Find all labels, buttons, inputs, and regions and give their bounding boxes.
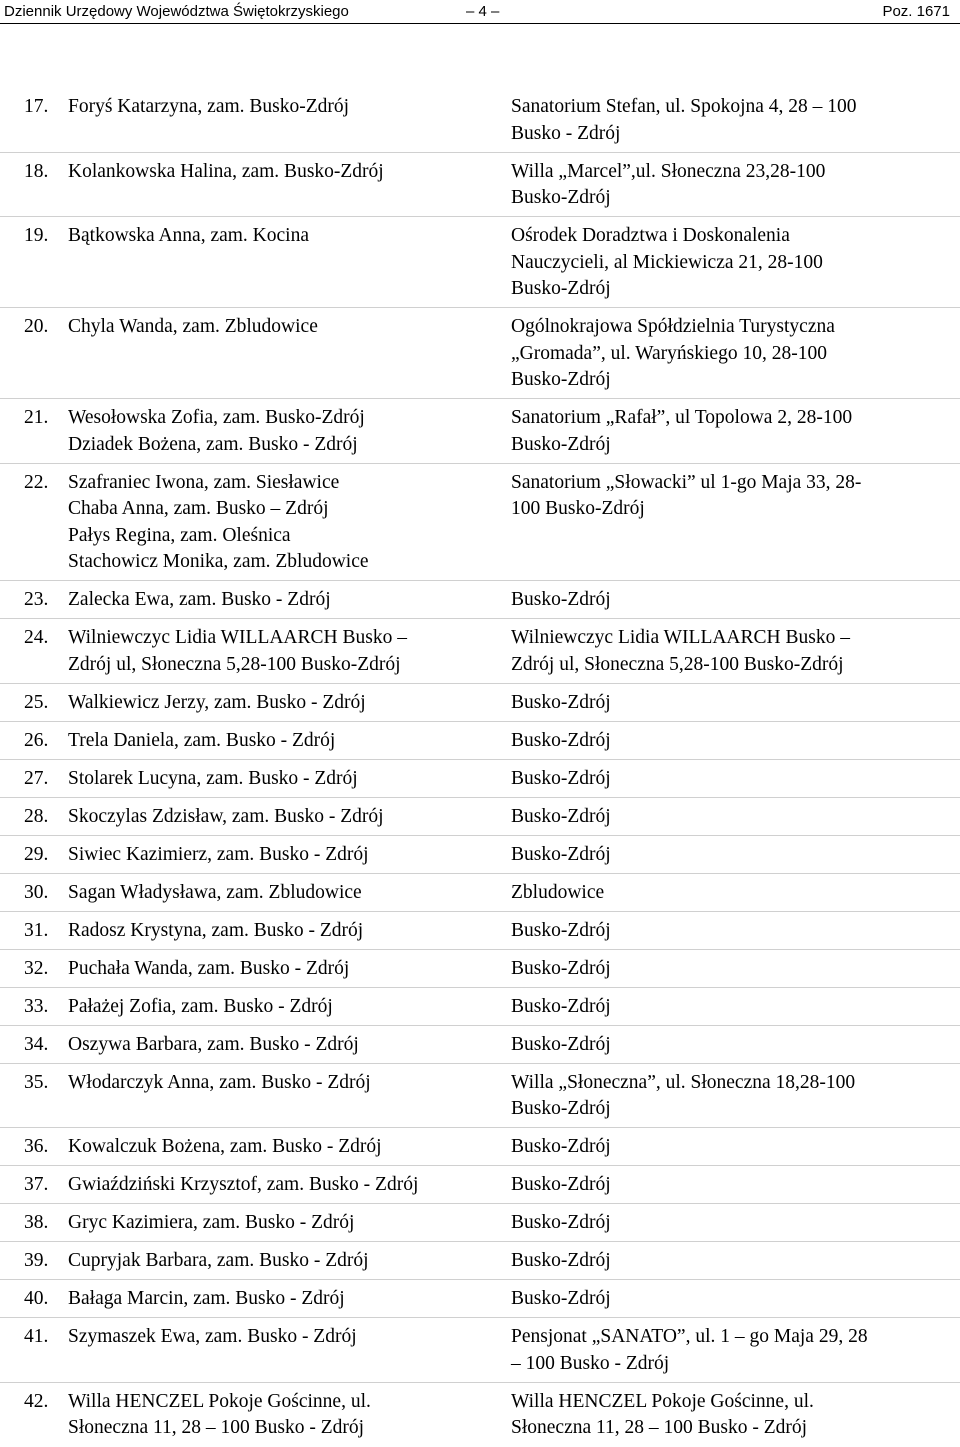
place-cell-line: Busko-Zdrój (511, 1134, 951, 1161)
place-cell-line: Busko-Zdrój (511, 728, 951, 755)
place-cell (511, 1210, 951, 1237)
place-cell-line: Busko-Zdrój (511, 185, 951, 212)
person-cell-line: Chaba Anna, zam. Busko – Zdrój (68, 496, 506, 523)
place-cell-line: Busko-Zdrój (511, 1248, 951, 1275)
place-cell (511, 918, 951, 945)
row-number: 32. (24, 956, 66, 983)
row-number: 31. (24, 918, 66, 945)
table-row (0, 950, 960, 988)
place-cell (511, 94, 951, 147)
row-number: 41. (24, 1324, 66, 1351)
person-cell-line: Bątkowska Anna, zam. Kocina (68, 223, 506, 250)
person-cell-line: Willa HENCZEL Pokoje Gościnne, ul. (68, 1389, 506, 1416)
place-cell (511, 728, 951, 755)
person-cell (68, 1324, 506, 1351)
row-number: 24. (24, 625, 66, 652)
place-cell-line: Busko-Zdrój (511, 804, 951, 831)
row-number: 36. (24, 1134, 66, 1161)
table-row (0, 1166, 960, 1204)
person-cell-line: Sagan Władysława, zam. Zbludowice (68, 880, 506, 907)
place-cell-line: Busko-Zdrój (511, 1286, 951, 1313)
place-cell-line: – 100 Busko - Zdrój (511, 1351, 951, 1378)
person-cell-line: Radosz Krystyna, zam. Busko - Zdrój (68, 918, 506, 945)
place-cell (511, 1324, 951, 1377)
table-row (0, 399, 960, 464)
person-cell-line: Szafraniec Iwona, zam. Siesławice (68, 470, 506, 497)
place-cell (511, 766, 951, 793)
place-cell-line: Busko-Zdrój (511, 1210, 951, 1237)
table-row (0, 88, 960, 153)
table-row (0, 464, 960, 582)
person-cell (68, 842, 506, 869)
place-cell-line: Busko-Zdrój (511, 1032, 951, 1059)
place-cell (511, 1248, 951, 1275)
person-cell (68, 1248, 506, 1275)
row-number: 35. (24, 1070, 66, 1097)
table-row (0, 836, 960, 874)
table-row (0, 684, 960, 722)
table-row (0, 1128, 960, 1166)
place-cell (511, 1172, 951, 1199)
row-number: 30. (24, 880, 66, 907)
entries-table (0, 88, 960, 1447)
place-cell (511, 405, 951, 458)
place-cell (511, 956, 951, 983)
place-cell (511, 880, 951, 907)
table-row (0, 722, 960, 760)
row-number: 40. (24, 1286, 66, 1313)
table-row (0, 1242, 960, 1280)
person-cell (68, 728, 506, 755)
row-number: 28. (24, 804, 66, 831)
person-cell-line: Pałys Regina, zam. Oleśnica (68, 523, 506, 550)
person-cell-line: Foryś Katarzyna, zam. Busko-Zdrój (68, 94, 506, 121)
place-cell-line: Słoneczna 11, 28 – 100 Busko - Zdrój (511, 1415, 951, 1442)
person-cell (68, 470, 506, 576)
table-row (0, 912, 960, 950)
person-cell (68, 766, 506, 793)
place-cell-line: Sanatorium Stefan, ul. Spokojna 4, 28 – 100 (511, 94, 951, 121)
row-number: 17. (24, 94, 66, 121)
place-cell-line: 100 Busko-Zdrój (511, 496, 951, 523)
position-number: Poz. 1671 (882, 3, 950, 20)
person-cell (68, 880, 506, 907)
person-cell (68, 223, 506, 250)
table-row (0, 874, 960, 912)
table-row (0, 1318, 960, 1383)
place-cell-line: Willa „Słoneczna”, ul. Słoneczna 18,28-100 (511, 1070, 951, 1097)
person-cell (68, 587, 506, 614)
person-cell (68, 994, 506, 1021)
row-number: 37. (24, 1172, 66, 1199)
place-cell-line: Zdrój ul, Słoneczna 5,28-100 Busko-Zdrój (511, 652, 951, 679)
place-cell (511, 842, 951, 869)
place-cell-line: Sanatorium „Rafał”, ul Topolowa 2, 28-100 (511, 405, 951, 432)
place-cell (511, 690, 951, 717)
row-number: 38. (24, 1210, 66, 1237)
place-cell-line: Ośrodek Doradztwa i Doskonalenia (511, 223, 951, 250)
place-cell-line: Ogólnokrajowa Spółdzielnia Turystyczna (511, 314, 951, 341)
table-row (0, 1204, 960, 1242)
person-cell (68, 1070, 506, 1097)
place-cell (511, 994, 951, 1021)
row-number: 33. (24, 994, 66, 1021)
header-rule (0, 23, 960, 24)
page-number: – 4 – (466, 3, 499, 20)
table-row (0, 988, 960, 1026)
person-cell (68, 1134, 506, 1161)
person-cell-line: Oszywa Barbara, zam. Busko - Zdrój (68, 1032, 506, 1059)
table-row (0, 581, 960, 619)
place-cell-line: Sanatorium „Słowacki” ul 1-go Maja 33, 28- (511, 470, 951, 497)
person-cell (68, 1210, 506, 1237)
person-cell (68, 625, 506, 678)
person-cell (68, 1172, 506, 1199)
row-number: 34. (24, 1032, 66, 1059)
person-cell-line: Kolankowska Halina, zam. Busko-Zdrój (68, 159, 506, 186)
place-cell-line: Busko-Zdrój (511, 918, 951, 945)
table-row (0, 308, 960, 399)
place-cell (511, 314, 951, 394)
row-number: 18. (24, 159, 66, 186)
person-cell-line: Kowalczuk Bożena, zam. Busko - Zdrój (68, 1134, 506, 1161)
person-cell (68, 1389, 506, 1442)
row-number: 19. (24, 223, 66, 250)
place-cell (511, 587, 951, 614)
row-number: 23. (24, 587, 66, 614)
table-row (0, 217, 960, 308)
place-cell-line: Busko-Zdrój (511, 690, 951, 717)
person-cell-line: Zalecka Ewa, zam. Busko - Zdrój (68, 587, 506, 614)
row-number: 27. (24, 766, 66, 793)
person-cell (68, 159, 506, 186)
place-cell-line: Pensjonat „SANATO”, ul. 1 – go Maja 29, 28 (511, 1324, 951, 1351)
row-number: 25. (24, 690, 66, 717)
place-cell (511, 159, 951, 212)
row-number: 39. (24, 1248, 66, 1275)
person-cell (68, 314, 506, 341)
person-cell-line: Pałażej Zofia, zam. Busko - Zdrój (68, 994, 506, 1021)
person-cell-line: Włodarczyk Anna, zam. Busko - Zdrój (68, 1070, 506, 1097)
place-cell (511, 1134, 951, 1161)
place-cell-line: Wilniewczyc Lidia WILLAARCH Busko – (511, 625, 951, 652)
person-cell-line: Wilniewczyc Lidia WILLAARCH Busko – (68, 625, 506, 652)
row-number: 29. (24, 842, 66, 869)
place-cell-line: Busko-Zdrój (511, 432, 951, 459)
place-cell (511, 1389, 951, 1442)
person-cell-line: Dziadek Bożena, zam. Busko - Zdrój (68, 432, 506, 459)
place-cell-line: Willa HENCZEL Pokoje Gościnne, ul. (511, 1389, 951, 1416)
place-cell-line: Busko-Zdrój (511, 766, 951, 793)
person-cell (68, 94, 506, 121)
place-cell-line: Busko-Zdrój (511, 994, 951, 1021)
place-cell-line: Busko-Zdrój (511, 1096, 951, 1123)
person-cell (68, 690, 506, 717)
place-cell-line: Busko-Zdrój (511, 276, 951, 303)
row-number: 20. (24, 314, 66, 341)
person-cell-line: Skoczylas Zdzisław, zam. Busko - Zdrój (68, 804, 506, 831)
place-cell-line: Busko - Zdrój (511, 121, 951, 148)
place-cell (511, 804, 951, 831)
person-cell (68, 956, 506, 983)
place-cell-line: Busko-Zdrój (511, 367, 951, 394)
person-cell-line: Zdrój ul, Słoneczna 5,28-100 Busko-Zdrój (68, 652, 506, 679)
row-number: 22. (24, 470, 66, 497)
table-row (0, 1383, 960, 1447)
person-cell-line: Stolarek Lucyna, zam. Busko - Zdrój (68, 766, 506, 793)
place-cell-line: Busko-Zdrój (511, 587, 951, 614)
place-cell-line: Busko-Zdrój (511, 1172, 951, 1199)
place-cell (511, 1032, 951, 1059)
row-number: 42. (24, 1389, 66, 1416)
person-cell-line: Siwiec Kazimierz, zam. Busko - Zdrój (68, 842, 506, 869)
place-cell (511, 1070, 951, 1123)
person-cell-line: Gwiaździński Krzysztof, zam. Busko - Zdrój (68, 1172, 506, 1199)
person-cell-line: Chyla Wanda, zam. Zbludowice (68, 314, 506, 341)
person-cell-line: Szymaszek Ewa, zam. Busko - Zdrój (68, 1324, 506, 1351)
place-cell-line: Busko-Zdrój (511, 956, 951, 983)
person-cell-line: Gryc Kazimiera, zam. Busko - Zdrój (68, 1210, 506, 1237)
table-row (0, 798, 960, 836)
table-row (0, 1280, 960, 1318)
person-cell-line: Puchała Wanda, zam. Busko - Zdrój (68, 956, 506, 983)
person-cell (68, 405, 506, 458)
place-cell-line: Willa „Marcel”,ul. Słoneczna 23,28-100 (511, 159, 951, 186)
table-row (0, 760, 960, 798)
person-cell-line: Cupryjak Barbara, zam. Busko - Zdrój (68, 1248, 506, 1275)
person-cell-line: Wesołowska Zofia, zam. Busko-Zdrój (68, 405, 506, 432)
table-row (0, 619, 960, 684)
person-cell-line: Bałaga Marcin, zam. Busko - Zdrój (68, 1286, 506, 1313)
place-cell (511, 470, 951, 523)
person-cell (68, 1032, 506, 1059)
place-cell (511, 625, 951, 678)
table-row (0, 1026, 960, 1064)
person-cell-line: Trela Daniela, zam. Busko - Zdrój (68, 728, 506, 755)
place-cell (511, 1286, 951, 1313)
place-cell-line: Zbludowice (511, 880, 951, 907)
person-cell (68, 804, 506, 831)
row-number: 21. (24, 405, 66, 432)
person-cell (68, 1286, 506, 1313)
place-cell-line: Busko-Zdrój (511, 842, 951, 869)
journal-title: Dziennik Urzędowy Województwa Świętokrzyskiego (4, 3, 349, 20)
page-header (0, 0, 960, 24)
person-cell-line: Walkiewicz Jerzy, zam. Busko - Zdrój (68, 690, 506, 717)
table-row (0, 1064, 960, 1129)
place-cell (511, 223, 951, 303)
place-cell-line: Nauczycieli, al Mickiewicza 21, 28-100 (511, 250, 951, 277)
table-row (0, 153, 960, 218)
person-cell-line: Słoneczna 11, 28 – 100 Busko - Zdrój (68, 1415, 506, 1442)
row-number: 26. (24, 728, 66, 755)
person-cell (68, 918, 506, 945)
place-cell-line: „Gromada”, ul. Waryńskiego 10, 28-100 (511, 341, 951, 368)
person-cell-line: Stachowicz Monika, zam. Zbludowice (68, 549, 506, 576)
